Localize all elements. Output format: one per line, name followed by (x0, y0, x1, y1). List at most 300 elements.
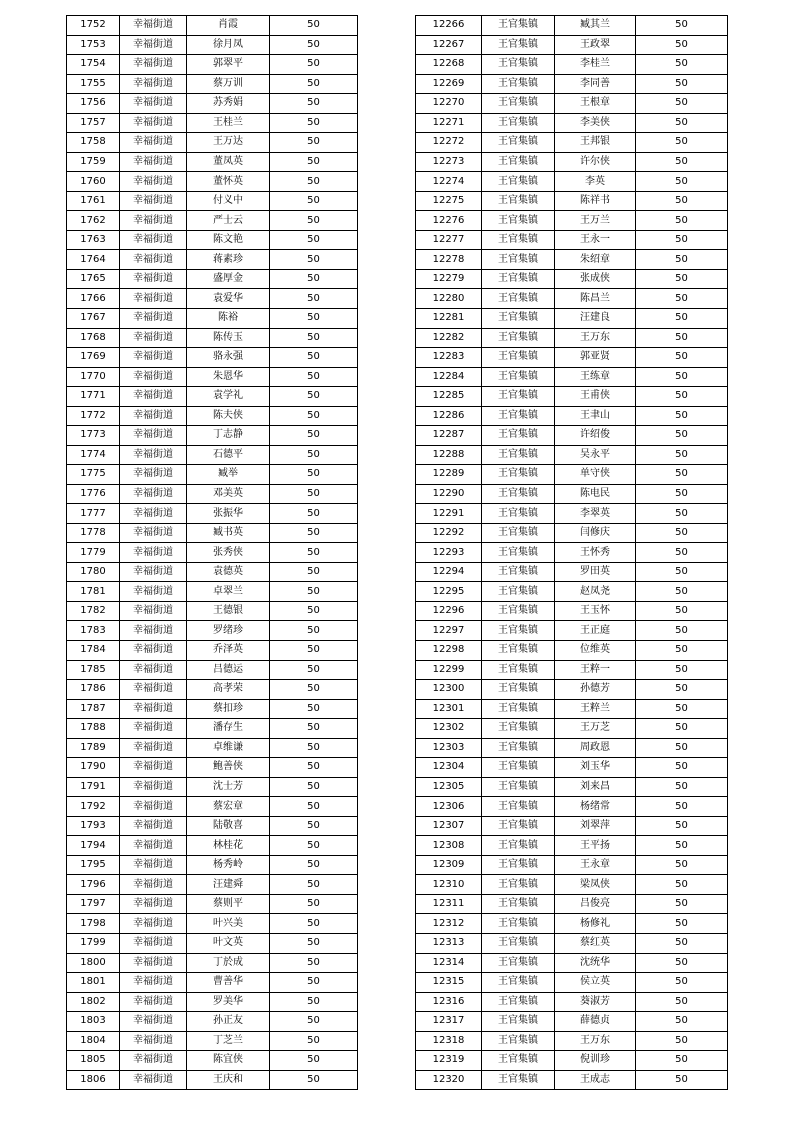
area-cell: 王官集镇 (482, 426, 555, 446)
table-row (67, 328, 358, 348)
person-name-cell: 葵淑芳 (555, 992, 636, 1012)
serial-number-cell: 1802 (67, 992, 120, 1012)
amount-cell: 50 (636, 797, 728, 817)
table-row (416, 269, 728, 289)
area-cell: 幸福街道 (120, 621, 187, 641)
serial-number-cell: 12285 (416, 387, 482, 407)
amount-cell: 50 (636, 172, 728, 192)
amount-cell: 50 (636, 230, 728, 250)
serial-number-cell: 12309 (416, 855, 482, 875)
serial-number-cell: 1756 (67, 94, 120, 114)
serial-number-cell: 12294 (416, 562, 482, 582)
area-cell: 王官集镇 (482, 230, 555, 250)
area-cell: 王官集镇 (482, 269, 555, 289)
serial-number-cell: 12295 (416, 582, 482, 602)
table-row (67, 406, 358, 426)
amount-cell: 50 (270, 777, 358, 797)
table-row (67, 875, 358, 895)
table-row (67, 641, 358, 661)
amount-cell: 50 (636, 250, 728, 270)
amount-cell: 50 (636, 74, 728, 94)
serial-number-cell: 1790 (67, 758, 120, 778)
person-name-cell: 陈夫侠 (187, 406, 270, 426)
amount-cell: 50 (636, 562, 728, 582)
person-name-cell: 郭翠平 (187, 55, 270, 75)
area-cell: 王官集镇 (482, 953, 555, 973)
amount-cell: 50 (270, 699, 358, 719)
table-row (416, 660, 728, 680)
area-cell: 幸福街道 (120, 836, 187, 856)
area-cell: 幸福街道 (120, 523, 187, 543)
serial-number-cell: 12284 (416, 367, 482, 387)
table-row (416, 933, 728, 953)
area-cell: 王官集镇 (482, 348, 555, 368)
person-name-cell: 薛德贞 (555, 1012, 636, 1032)
amount-cell: 50 (270, 74, 358, 94)
amount-cell: 50 (270, 894, 358, 914)
amount-cell: 50 (636, 992, 728, 1012)
person-name-cell: 王万东 (555, 328, 636, 348)
amount-cell: 50 (270, 1031, 358, 1051)
amount-cell: 50 (636, 387, 728, 407)
amount-cell: 50 (270, 933, 358, 953)
amount-cell: 50 (636, 113, 728, 133)
person-name-cell: 王平扬 (555, 836, 636, 856)
area-cell: 王官集镇 (482, 836, 555, 856)
serial-number-cell: 1770 (67, 367, 120, 387)
person-name-cell: 王庆和 (187, 1070, 270, 1090)
table-row (416, 55, 728, 75)
person-name-cell: 罗美华 (187, 992, 270, 1012)
amount-cell: 50 (636, 465, 728, 485)
amount-cell: 50 (636, 816, 728, 836)
person-name-cell: 陈电民 (555, 484, 636, 504)
amount-cell: 50 (636, 933, 728, 953)
person-name-cell: 李美侠 (555, 113, 636, 133)
area-cell: 幸福街道 (120, 152, 187, 172)
area-cell: 王官集镇 (482, 172, 555, 192)
area-cell: 王官集镇 (482, 445, 555, 465)
table-row (67, 289, 358, 309)
amount-cell: 50 (636, 406, 728, 426)
table-row (67, 816, 358, 836)
person-name-cell: 王怀秀 (555, 543, 636, 563)
table-row (416, 1070, 728, 1090)
area-cell: 幸福街道 (120, 543, 187, 563)
serial-number-cell: 1762 (67, 211, 120, 231)
amount-cell: 50 (636, 777, 728, 797)
person-name-cell: 陈昌兰 (555, 289, 636, 309)
person-name-cell: 徐月凤 (187, 35, 270, 55)
area-cell: 幸福街道 (120, 894, 187, 914)
amount-cell: 50 (270, 914, 358, 934)
table-row (67, 855, 358, 875)
amount-cell: 50 (270, 426, 358, 446)
serial-number-cell: 1764 (67, 250, 120, 270)
amount-cell: 50 (270, 601, 358, 621)
person-name-cell: 李桂兰 (555, 55, 636, 75)
amount-cell: 50 (270, 758, 358, 778)
serial-number-cell: 12313 (416, 933, 482, 953)
area-cell: 王官集镇 (482, 719, 555, 739)
serial-number-cell: 1758 (67, 133, 120, 153)
amount-cell: 50 (636, 641, 728, 661)
serial-number-cell: 12296 (416, 601, 482, 621)
area-cell: 幸福街道 (120, 953, 187, 973)
serial-number-cell: 1766 (67, 289, 120, 309)
area-cell: 王官集镇 (482, 74, 555, 94)
area-cell: 王官集镇 (482, 1051, 555, 1071)
amount-cell: 50 (270, 836, 358, 856)
person-name-cell: 杨绪常 (555, 797, 636, 817)
table-row (416, 74, 728, 94)
table-row (416, 328, 728, 348)
amount-cell: 50 (636, 426, 728, 446)
person-name-cell: 倪训珍 (555, 1051, 636, 1071)
amount-cell: 50 (636, 55, 728, 75)
amount-cell: 50 (636, 211, 728, 231)
serial-number-cell: 1780 (67, 562, 120, 582)
amount-cell: 50 (270, 191, 358, 211)
person-name-cell: 王聿山 (555, 406, 636, 426)
table-row (67, 543, 358, 563)
person-name-cell: 许尔侠 (555, 152, 636, 172)
person-name-cell: 王成志 (555, 1070, 636, 1090)
person-name-cell: 蔡则平 (187, 894, 270, 914)
area-cell: 幸福街道 (120, 914, 187, 934)
person-name-cell: 丁志静 (187, 426, 270, 446)
serial-number-cell: 12312 (416, 914, 482, 934)
area-cell: 王官集镇 (482, 582, 555, 602)
area-cell: 王官集镇 (482, 133, 555, 153)
amount-cell: 50 (270, 1070, 358, 1090)
table-row (67, 1012, 358, 1032)
person-name-cell: 石德平 (187, 445, 270, 465)
serial-number-cell: 12315 (416, 973, 482, 993)
amount-cell: 50 (270, 855, 358, 875)
amount-cell: 50 (270, 113, 358, 133)
table-row (416, 230, 728, 250)
area-cell: 王官集镇 (482, 484, 555, 504)
table-row (416, 16, 728, 36)
serial-number-cell: 1755 (67, 74, 120, 94)
table-row (416, 406, 728, 426)
table-row (416, 621, 728, 641)
amount-cell: 50 (636, 836, 728, 856)
person-name-cell: 肖霞 (187, 16, 270, 36)
table-row (416, 211, 728, 231)
left-table (66, 15, 358, 1090)
area-cell: 王官集镇 (482, 933, 555, 953)
serial-number-cell: 1794 (67, 836, 120, 856)
table-row (416, 172, 728, 192)
person-name-cell: 王正庭 (555, 621, 636, 641)
table-row (416, 699, 728, 719)
person-name-cell: 罗田英 (555, 562, 636, 582)
amount-cell: 50 (636, 94, 728, 114)
area-cell: 幸福街道 (120, 308, 187, 328)
table-row (67, 133, 358, 153)
table-row (67, 445, 358, 465)
person-name-cell: 王万东 (555, 1031, 636, 1051)
area-cell: 幸福街道 (120, 933, 187, 953)
person-name-cell: 周政恩 (555, 738, 636, 758)
area-cell: 幸福街道 (120, 641, 187, 661)
person-name-cell: 曹善华 (187, 973, 270, 993)
table-row (67, 211, 358, 231)
serial-number-cell: 1795 (67, 855, 120, 875)
amount-cell: 50 (636, 601, 728, 621)
person-name-cell: 沈统华 (555, 953, 636, 973)
serial-number-cell: 1806 (67, 1070, 120, 1090)
area-cell: 王官集镇 (482, 855, 555, 875)
amount-cell: 50 (270, 523, 358, 543)
person-name-cell: 陆敬喜 (187, 816, 270, 836)
serial-number-cell: 1753 (67, 35, 120, 55)
table-row (67, 367, 358, 387)
area-cell: 幸福街道 (120, 426, 187, 446)
table-row (67, 836, 358, 856)
serial-number-cell: 12291 (416, 504, 482, 524)
serial-number-cell: 12267 (416, 35, 482, 55)
amount-cell: 50 (270, 621, 358, 641)
serial-number-cell: 1781 (67, 582, 120, 602)
table-row (67, 16, 358, 36)
area-cell: 幸福街道 (120, 230, 187, 250)
table-row (67, 152, 358, 172)
area-cell: 王官集镇 (482, 641, 555, 661)
table-row (416, 816, 728, 836)
area-cell: 王官集镇 (482, 758, 555, 778)
table-row (416, 562, 728, 582)
area-cell: 幸福街道 (120, 1051, 187, 1071)
area-cell: 幸福街道 (120, 875, 187, 895)
table-row (67, 1031, 358, 1051)
amount-cell: 50 (636, 699, 728, 719)
table-row (67, 933, 358, 953)
person-name-cell: 王桂兰 (187, 113, 270, 133)
person-name-cell: 王政翠 (555, 35, 636, 55)
serial-number-cell: 1763 (67, 230, 120, 250)
person-name-cell: 乔泽英 (187, 641, 270, 661)
serial-number-cell: 1761 (67, 191, 120, 211)
amount-cell: 50 (270, 875, 358, 895)
table-row (67, 172, 358, 192)
person-name-cell: 李翠英 (555, 504, 636, 524)
table-row (416, 191, 728, 211)
table-row (67, 699, 358, 719)
person-name-cell: 李同善 (555, 74, 636, 94)
person-name-cell: 李英 (555, 172, 636, 192)
serial-number-cell: 1783 (67, 621, 120, 641)
amount-cell: 50 (270, 55, 358, 75)
serial-number-cell: 1778 (67, 523, 120, 543)
table-row (416, 387, 728, 407)
person-name-cell: 陈文艳 (187, 230, 270, 250)
amount-cell: 50 (270, 1051, 358, 1071)
serial-number-cell: 1773 (67, 426, 120, 446)
serial-number-cell: 12278 (416, 250, 482, 270)
person-name-cell: 蒋素珍 (187, 250, 270, 270)
amount-cell: 50 (636, 914, 728, 934)
serial-number-cell: 12275 (416, 191, 482, 211)
table-row (416, 894, 728, 914)
table-row (416, 348, 728, 368)
area-cell: 王官集镇 (482, 113, 555, 133)
amount-cell: 50 (270, 992, 358, 1012)
serial-number-cell: 12298 (416, 641, 482, 661)
area-cell: 王官集镇 (482, 777, 555, 797)
area-cell: 王官集镇 (482, 16, 555, 36)
area-cell: 王官集镇 (482, 55, 555, 75)
area-cell: 王官集镇 (482, 601, 555, 621)
amount-cell: 50 (270, 484, 358, 504)
table-row (416, 289, 728, 309)
table-row (67, 992, 358, 1012)
area-cell: 王官集镇 (482, 992, 555, 1012)
area-cell: 幸福街道 (120, 758, 187, 778)
area-cell: 幸福街道 (120, 16, 187, 36)
serial-number-cell: 1789 (67, 738, 120, 758)
amount-cell: 50 (270, 445, 358, 465)
serial-number-cell: 12319 (416, 1051, 482, 1071)
serial-number-cell: 1786 (67, 680, 120, 700)
table-row (67, 523, 358, 543)
table-row (416, 35, 728, 55)
serial-number-cell: 1768 (67, 328, 120, 348)
area-cell: 王官集镇 (482, 621, 555, 641)
amount-cell: 50 (636, 308, 728, 328)
person-name-cell: 袁爱华 (187, 289, 270, 309)
left-table-body (67, 16, 358, 1090)
area-cell: 幸福街道 (120, 94, 187, 114)
serial-number-cell: 12289 (416, 465, 482, 485)
amount-cell: 50 (636, 738, 728, 758)
serial-number-cell: 12286 (416, 406, 482, 426)
amount-cell: 50 (636, 445, 728, 465)
table-row (67, 797, 358, 817)
table-row (416, 719, 728, 739)
table-row (67, 504, 358, 524)
serial-number-cell: 1788 (67, 719, 120, 739)
serial-number-cell: 1796 (67, 875, 120, 895)
serial-number-cell: 12300 (416, 680, 482, 700)
person-name-cell: 郭亚贤 (555, 348, 636, 368)
table-row (67, 35, 358, 55)
area-cell: 幸福街道 (120, 855, 187, 875)
amount-cell: 50 (270, 641, 358, 661)
serial-number-cell: 12276 (416, 211, 482, 231)
amount-cell: 50 (270, 328, 358, 348)
amount-cell: 50 (636, 484, 728, 504)
person-name-cell: 丁芝兰 (187, 1031, 270, 1051)
table-row (67, 758, 358, 778)
area-cell: 王官集镇 (482, 504, 555, 524)
person-name-cell: 单守侠 (555, 465, 636, 485)
table-row (416, 543, 728, 563)
right-table-body (416, 16, 728, 1090)
table-row (67, 953, 358, 973)
area-cell: 王官集镇 (482, 308, 555, 328)
serial-number-cell: 1803 (67, 1012, 120, 1032)
person-name-cell: 蔡红英 (555, 933, 636, 953)
amount-cell: 50 (270, 582, 358, 602)
serial-number-cell: 12302 (416, 719, 482, 739)
person-name-cell: 盛厚金 (187, 269, 270, 289)
serial-number-cell: 12281 (416, 308, 482, 328)
table-row (416, 758, 728, 778)
person-name-cell: 臧其兰 (555, 16, 636, 36)
amount-cell: 50 (270, 406, 358, 426)
serial-number-cell: 1798 (67, 914, 120, 934)
area-cell: 王官集镇 (482, 660, 555, 680)
area-cell: 幸福街道 (120, 172, 187, 192)
person-name-cell: 张秀侠 (187, 543, 270, 563)
amount-cell: 50 (636, 16, 728, 36)
amount-cell: 50 (270, 816, 358, 836)
table-row (416, 836, 728, 856)
serial-number-cell: 1769 (67, 348, 120, 368)
person-name-cell: 许绍俊 (555, 426, 636, 446)
amount-cell: 50 (270, 797, 358, 817)
serial-number-cell: 12317 (416, 1012, 482, 1032)
area-cell: 王官集镇 (482, 328, 555, 348)
serial-number-cell: 12304 (416, 758, 482, 778)
area-cell: 幸福街道 (120, 992, 187, 1012)
person-name-cell: 苏秀娟 (187, 94, 270, 114)
table-row (416, 973, 728, 993)
person-name-cell: 吴永平 (555, 445, 636, 465)
serial-number-cell: 12293 (416, 543, 482, 563)
person-name-cell: 王甫侠 (555, 387, 636, 407)
area-cell: 王官集镇 (482, 816, 555, 836)
table-row (416, 1012, 728, 1032)
serial-number-cell: 1779 (67, 543, 120, 563)
amount-cell: 50 (636, 367, 728, 387)
area-cell: 幸福街道 (120, 680, 187, 700)
amount-cell: 50 (636, 1012, 728, 1032)
amount-cell: 50 (270, 172, 358, 192)
table-row (67, 1051, 358, 1071)
person-name-cell: 王万兰 (555, 211, 636, 231)
serial-number-cell: 12299 (416, 660, 482, 680)
area-cell: 王官集镇 (482, 1031, 555, 1051)
serial-number-cell: 12268 (416, 55, 482, 75)
amount-cell: 50 (636, 582, 728, 602)
person-name-cell: 王粹兰 (555, 699, 636, 719)
area-cell: 王官集镇 (482, 543, 555, 563)
serial-number-cell: 1800 (67, 953, 120, 973)
amount-cell: 50 (270, 133, 358, 153)
serial-number-cell: 1771 (67, 387, 120, 407)
person-name-cell: 蔡宏章 (187, 797, 270, 817)
amount-cell: 50 (636, 133, 728, 153)
table-row (67, 465, 358, 485)
area-cell: 幸福街道 (120, 445, 187, 465)
person-name-cell: 杨秀岭 (187, 855, 270, 875)
table-row (416, 152, 728, 172)
serial-number-cell: 12279 (416, 269, 482, 289)
table-row (67, 719, 358, 739)
table-row (67, 894, 358, 914)
serial-number-cell: 12311 (416, 894, 482, 914)
serial-number-cell: 1757 (67, 113, 120, 133)
area-cell: 幸福街道 (120, 211, 187, 231)
table-row (67, 738, 358, 758)
person-name-cell: 陈宜侠 (187, 1051, 270, 1071)
area-cell: 幸福街道 (120, 777, 187, 797)
serial-number-cell: 12303 (416, 738, 482, 758)
